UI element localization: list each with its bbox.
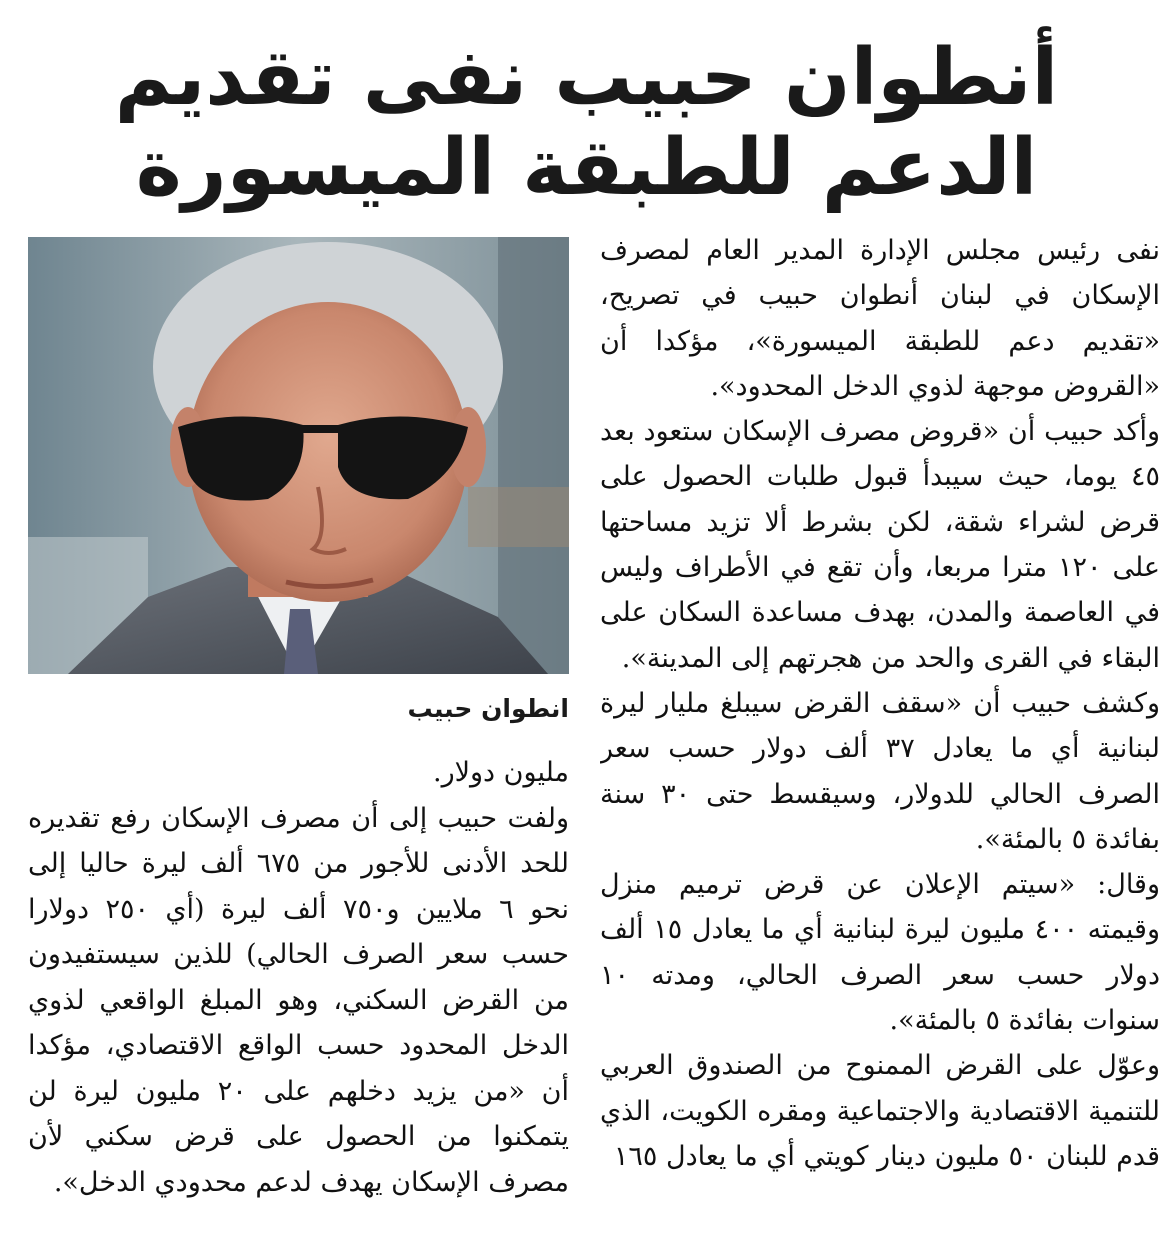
article-paragraph: ولفت حبيب إلى أن مصرف الإسكان رفع تقديره للحد الأدنى للأجور من ٦٧٥ ألف ليرة حاليا إلى نحو ٦ ملايين و٧٥٠ ألف ليرة (أي ٢٥٠ دولارا حسب سعر الصرف الحالي) للذين سيستفيدون من القرض السكني، وهو المبلغ الواقعي لذوي الدخل المحدود حسب الواقع الاقتصادي، مؤكدا أن «من يزيد دخلهم على ٢٠ مليون ليرة لن يتمكنوا من الحصول على قرض سكني لأن مصرف الإسكان يهدف لدعم محدودي الدخل». <box>28 802 569 1198</box>
portrait-illustration <box>28 237 569 674</box>
article-paragraph: وقال: «سيتم الإعلان عن قرض ترميم منزل وقيمته ٤٠٠ مليون ليرة لبنانية أي ما يعادل ١٥ ألف دولار حسب سعر الصرف الحالي، ومدته ١٠ سنوات بفائدة ٥ بالمئة». <box>600 869 1160 1037</box>
photo-caption: انطوان حبيب <box>407 694 569 723</box>
article-paragraph: نفى رئيس مجلس الإدارة المدير العام لمصرف الإسكان في لبنان أنطوان حبيب في تصريح، «تقديم دعم للطبقة الميسورة»، مؤكدا أن «القروض موجهة لذوي الدخل المحدود». <box>600 235 1160 402</box>
article-paragraph: وعوّل على القرض الممنوح من الصندوق العربي للتنمية الاقتصادية والاجتماعية ومقره الكويت، الذي قدم للبنان ٥٠ مليون دينار كويتي أي ما يعادل ١٦٥ <box>600 1050 1160 1172</box>
headline-line-2: الدعم للطبقة الميسورة <box>135 123 1038 213</box>
article-column-left <box>28 750 569 1230</box>
article-column-right <box>600 228 1160 1228</box>
article-paragraph: مليون دولار. <box>433 757 569 788</box>
article-paragraph: وأكد حبيب أن «قروض مصرف الإسكان ستعود بعد ٤٥ يوما، حيث سيبدأ قبول طلبات الحصول على قرض لشراء شقة، لكن بشرط ألا تزيد مساحتها على ١٢٠ مترا مربعا، وأن تقع في الأطراف وليس في العاصمة والمدن، بهدف مساعدة السكان على البقاء في القرى والحد من هجرتهم إلى المدينة». <box>600 416 1160 674</box>
article-paragraph: وكشف حبيب أن «سقف القرض سيبلغ مليار ليرة لبنانية أي ما يعادل ٣٧ ألف دولار حسب سعر الصرف الحالي للدولار، وسيقسط حتى ٣٠ سنة بفائدة ٥ بالمئة». <box>600 687 1160 855</box>
headline-line-1: أنطوان حبيب نفى تقديم <box>114 33 1059 123</box>
portrait-photo <box>28 237 569 674</box>
